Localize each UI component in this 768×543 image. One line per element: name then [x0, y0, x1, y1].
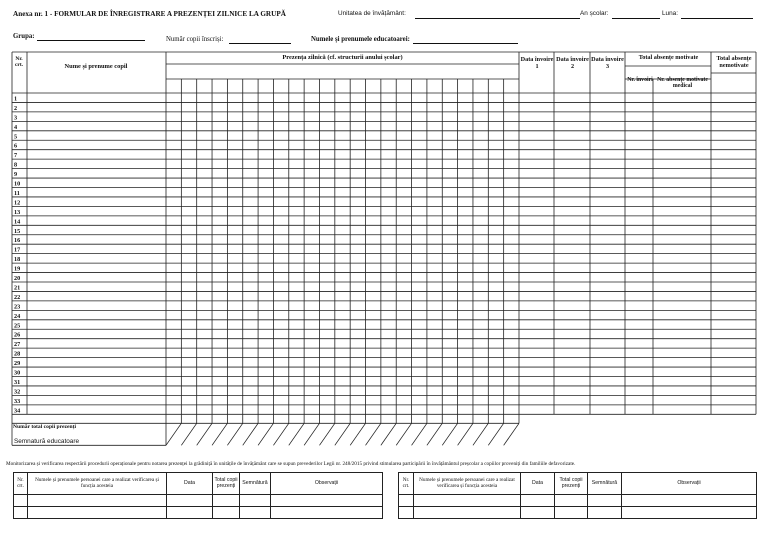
- col-date2-header: Data învoire 2: [556, 56, 589, 71]
- row-number: 27: [14, 341, 21, 349]
- row-number: 19: [14, 265, 21, 273]
- unit-label: Unitatea de învățământ:: [338, 10, 406, 17]
- signature-slash: [412, 423, 427, 445]
- right-cell[interactable]: [521, 507, 555, 519]
- verification-table-left: [13, 472, 383, 519]
- signature-slash: [350, 423, 365, 445]
- left-cell[interactable]: [240, 495, 271, 507]
- signature-slash: [212, 423, 227, 445]
- signature-row-label: Semnatură educatoare: [14, 438, 80, 445]
- row-number: 14: [14, 218, 21, 226]
- row-number: 20: [14, 275, 21, 282]
- row-number: 21: [14, 284, 21, 292]
- month-label: Luna:: [662, 10, 678, 17]
- left-cell[interactable]: [271, 507, 383, 519]
- row-number: 22: [14, 293, 21, 301]
- sub-medical-header: Nr. absențe motivate medical: [657, 77, 708, 90]
- signature-slash: [258, 423, 273, 445]
- right-cell[interactable]: [414, 507, 521, 519]
- row-number: 25: [14, 322, 21, 330]
- right-cell[interactable]: [555, 507, 588, 519]
- left-cell[interactable]: [28, 495, 167, 507]
- left-cell[interactable]: [14, 507, 28, 519]
- row-number: 26: [14, 331, 21, 339]
- monitoring-note: Monitorizarea și verificarea respectării procedurii operaționale pentru notarea prezenței la grădiniță în unitățile de învățământ care se supun prevederilor Legii nr. 248/2015 privind stimularea participării în învățământul preșcolar a copiilor proveniți din familiile defavorizate.: [6, 461, 576, 467]
- left-cell[interactable]: [271, 495, 383, 507]
- right-nr-header: Nr. crt.: [399, 473, 414, 495]
- col-nr-header: Nr. crt.: [14, 56, 24, 69]
- row-number: 11: [14, 189, 20, 197]
- right-cell[interactable]: [414, 495, 521, 507]
- row-number: 5: [14, 133, 18, 141]
- signature-slash: [166, 423, 181, 445]
- signature-slash: [319, 423, 334, 445]
- left-cell[interactable]: [167, 495, 213, 507]
- col-total-motivated-header: Total absențe motivate: [638, 54, 699, 61]
- row-number: 3: [14, 114, 18, 122]
- right-total-header: Total copii prezenți: [555, 473, 588, 495]
- signature-slash: [243, 423, 258, 445]
- left-cell[interactable]: [14, 495, 28, 507]
- left-sign-header: Semnătură: [240, 473, 271, 495]
- row-number: 8: [14, 161, 18, 169]
- row-number: 23: [14, 303, 21, 311]
- form-title: Anexa nr. 1 - FORMULAR DE ÎNREGISTRARE A PREZENȚEI ZILNICE LA GRUPĂ: [13, 10, 286, 18]
- row-number: 34: [14, 407, 21, 415]
- left-nr-header: Nr. crt.: [14, 473, 28, 495]
- sub-leaves-header: Nr. învoiri: [627, 77, 653, 83]
- right-date-header: Data: [521, 473, 555, 495]
- row-number: 15: [14, 227, 21, 235]
- signature-slash: [289, 423, 304, 445]
- signature-slash: [304, 423, 319, 445]
- row-number: 1: [14, 95, 18, 103]
- signature-slash: [488, 423, 503, 445]
- row-number: 12: [14, 199, 21, 207]
- row-number: 7: [14, 152, 18, 160]
- educators-label: Numele și prenumele educatoarei:: [311, 36, 410, 43]
- left-obs-header: Observații: [271, 473, 383, 495]
- row-number: 9: [14, 171, 18, 179]
- right-cell[interactable]: [555, 495, 588, 507]
- right-cell[interactable]: [588, 507, 622, 519]
- col-date3-header: Data învoire 3: [591, 56, 624, 71]
- right-cell[interactable]: [622, 495, 757, 507]
- row-number: 32: [14, 388, 21, 396]
- signature-slash: [227, 423, 242, 445]
- right-sign-header: Semnătură: [588, 473, 622, 495]
- year-label: An școlar:: [580, 10, 609, 17]
- row-number: 28: [14, 350, 21, 358]
- right-cell[interactable]: [521, 495, 555, 507]
- row-number: 2: [14, 104, 18, 112]
- signature-slash: [197, 423, 212, 445]
- signature-slash: [396, 423, 411, 445]
- row-number: 4: [14, 123, 18, 131]
- signature-slash: [366, 423, 381, 445]
- right-person-header: Numele și prenumele persoanei care a realizat verificarea și funcția acesteia: [414, 473, 521, 495]
- row-number: 16: [14, 237, 21, 245]
- signature-slash: [181, 423, 196, 445]
- signature-slash: [458, 423, 473, 445]
- left-total-header: Total copii prezenți: [213, 473, 240, 495]
- signature-slash: [504, 423, 519, 445]
- row-number: 18: [14, 256, 21, 264]
- left-cell[interactable]: [28, 507, 167, 519]
- left-cell[interactable]: [213, 495, 240, 507]
- group-label: Grupa:: [13, 33, 35, 40]
- signature-slash: [273, 423, 288, 445]
- right-cell[interactable]: [399, 495, 414, 507]
- right-obs-header: Observații: [622, 473, 757, 495]
- signature-slash: [427, 423, 442, 445]
- left-cell[interactable]: [167, 507, 213, 519]
- signature-slash: [381, 423, 396, 445]
- row-number: 29: [14, 360, 21, 368]
- row-number: 24: [14, 312, 21, 320]
- left-cell[interactable]: [213, 507, 240, 519]
- right-cell[interactable]: [622, 507, 757, 519]
- row-number: 6: [14, 142, 18, 150]
- row-number: 10: [14, 180, 21, 188]
- right-cell[interactable]: [399, 507, 414, 519]
- row-number: 17: [14, 246, 21, 254]
- total-present-row-label: Număr total copii prezenți: [13, 424, 77, 430]
- col-presence-header: Prezența zilnică (cf. structurii anului școlar): [282, 54, 403, 61]
- left-cell[interactable]: [240, 507, 271, 519]
- signature-slash: [473, 423, 488, 445]
- row-number: 13: [14, 208, 21, 216]
- row-number: 30: [14, 369, 21, 377]
- col-date1-header: Data învoire 1: [520, 56, 554, 71]
- row-number: 31: [14, 378, 21, 386]
- signature-slash: [442, 423, 457, 445]
- row-number: 33: [14, 397, 21, 405]
- verification-table-right: [398, 472, 757, 519]
- right-cell[interactable]: [588, 495, 622, 507]
- left-person-header: Numele și prenumele persoanei care a realizat verificarea și funcția acesteia: [28, 473, 167, 495]
- col-total-unmotivated-header: Total absențe nemotivate: [716, 55, 752, 70]
- left-date-header: Data: [167, 473, 213, 495]
- col-name-header: Nume și prenume copil: [64, 63, 128, 70]
- signature-slash: [335, 423, 350, 445]
- enrolled-label: Număr copii înscriși:: [166, 36, 224, 43]
